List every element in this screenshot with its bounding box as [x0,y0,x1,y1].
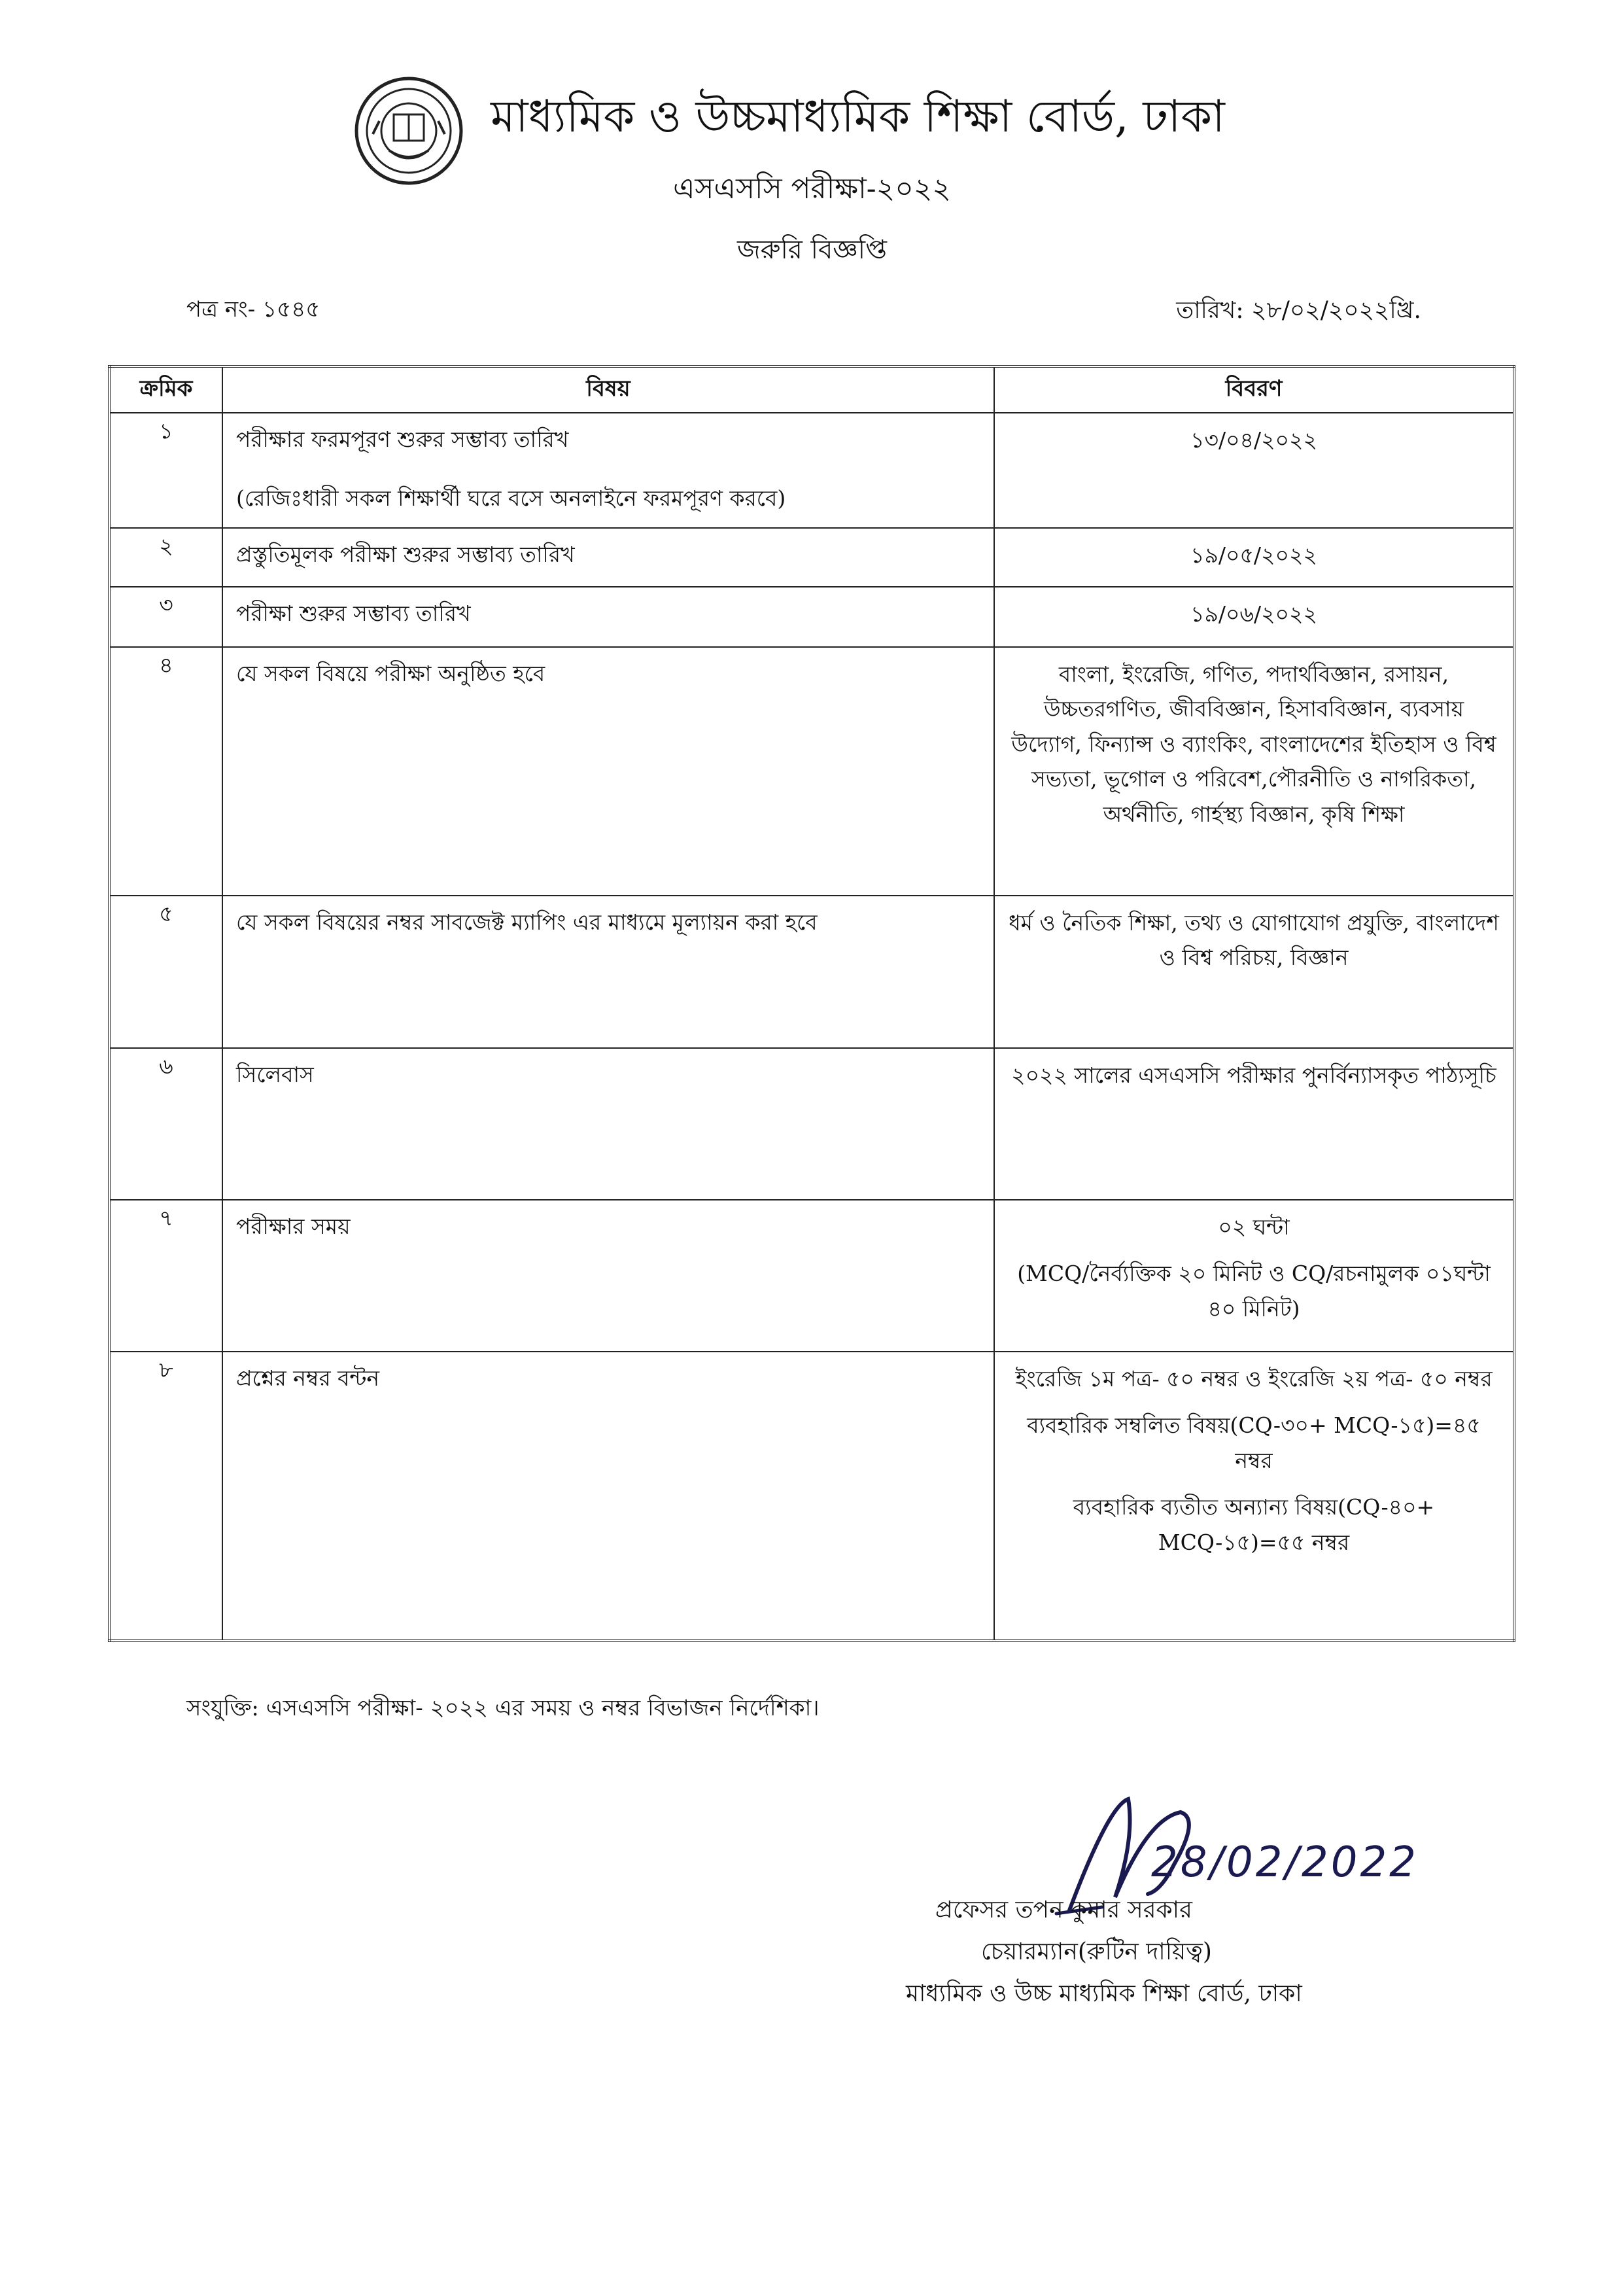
row-subject-line: সিলেবাস [236,1062,314,1087]
row-details-line: ইংরেজি ১ম পত্র- ৫০ নম্বর ও ইংরেজি ২য় পত্র- ৫০ নম্বর [1015,1366,1493,1392]
row-subject [222,1048,994,1200]
row-details-line: ধর্ম ও নৈতিক শিক্ষা, তথ্য ও যোগাযোগ প্রযুক্তি, বাংলাদেশ ও বিশ্ব পরিচয়, বিজ্ঞান [1009,910,1499,971]
row-details [994,896,1514,1048]
row-subject-line: যে সকল বিষয়ে পরীক্ষা অনুষ্ঠিত হবে [236,661,545,686]
row-details [994,1200,1514,1352]
row-details-line: ব্যবহারিক ব্যতীত অন্যান্য বিষয়(CQ-৪০+ MCQ-১৫)=৫৫ নম্বর [1073,1494,1435,1555]
row-serial: ৩ [109,587,222,647]
row-subject [222,647,994,896]
row-details [994,647,1514,896]
board-title: মাধ্যমিক ও উচ্চমাধ্যমিক শিক্ষা বোর্ড, ঢাকা [491,91,1225,143]
row-serial: ৭ [109,1200,222,1352]
row-details [994,1048,1514,1200]
signatory-office: মাধ্যমিক ও উচ্চ মাধ্যমিক শিক্ষা বোর্ড, ঢাকা [906,1980,1302,2008]
row-serial: ৮ [109,1352,222,1641]
table-row [109,1200,1514,1352]
table-row [109,413,1514,528]
row-subject-line: যে সকল বিষয়ের নম্বর সাবজেক্ট ম্যাপিং এর মাধ্যমে মূল্যায়ন করা হবে [236,909,818,935]
row-details [994,1352,1514,1641]
row-details-line: (MCQ/নৈর্ব্যক্তিক ২০ মিনিট ও CQ/রচনামুলক ০১ঘন্টা ৪০ মিনিট) [1017,1261,1491,1322]
row-details-line: ব্যবহারিক সম্বলিত বিষয়(CQ-৩০+ MCQ-১৫)=৪৫ নম্বর [1027,1412,1481,1473]
row-serial: ১ [109,413,222,528]
table-row [109,1352,1514,1641]
row-subject-line: পরীক্ষার ফরমপূরণ শুরুর সম্ভাব্য তারিখ [236,427,569,452]
row-subject-line: পরীক্ষার সময় [236,1214,351,1239]
notice-title: জরুরি বিজ্ঞপ্তি [737,235,887,265]
row-subject [222,587,994,647]
signatory-designation: চেয়ারম্যান(রুটিন দায়িত্ব) [981,1938,1212,1966]
table-row [109,1048,1514,1200]
exam-title: এসএসসি পরীক্ষা-২০২২ [672,172,952,205]
row-subject [222,1200,994,1352]
notice-table [108,365,1515,1642]
attachment-note: সংযুক্তি: এসএসসি পরীক্ষা- ২০২২ এর সময় ও নম্বর বিভাজন নির্দেশিকা। [186,1695,820,1721]
table-row [109,528,1514,587]
row-details [994,413,1514,528]
row-details-line: ১৯/০৫/২০২২ [1190,542,1317,568]
issue-date: তারিখ: ২৮/০২/২০২২খ্রি. [1176,297,1421,324]
header-serial: ক্রমিক [109,366,222,413]
table-row [109,896,1514,1048]
header-subject: বিষয় [222,366,994,413]
row-details-line: বাংলা, ইংরেজি, গণিত, পদার্থবিজ্ঞান, রসায়ন, উচ্চতরগণিত, জীববিজ্ঞান, হিসাববিজ্ঞান, ব্যবসায় উদ্যোগ, ফিন্যান্স ও ব্যাংকিং, বাংলাদেশের ইতিহাস ও বিশ্ব সভ্যতা, ভূগোল ও পরিবেশ,পৌরনীতি ও নাগরিকতা, অর্থনীতি, গার্হস্থ্য বিজ্ঞান, কৃষি শিক্ষা [1011,661,1496,827]
row-subject-line: (রেজিঃধারী সকল শিক্ষার্থী ঘরে বসে অনলাইনে ফরমপূরণ করবে) [236,485,786,511]
row-subject [222,528,994,587]
signatory-block [824,1889,1478,2015]
table-row [109,647,1514,896]
row-serial: ৫ [109,896,222,1048]
row-subject [222,413,994,528]
header-details: বিবরণ [994,366,1514,413]
row-serial: ২ [109,528,222,587]
row-subject [222,1352,994,1641]
signatory-name: প্রফেসর তপন কুমার সরকার [935,1897,1192,1923]
row-subject-line: পরীক্ষা শুরুর সম্ভাব্য তারিখ [236,601,471,626]
memo-number: পত্র নং- ১৫৪৫ [186,296,320,323]
row-details-line: ১৯/০৬/২০২২ [1190,601,1317,627]
row-serial: ৪ [109,647,222,896]
row-subject-line: প্রস্তুতিমূলক পরীক্ষা শুরুর সম্ভাব্য তারিখ [236,542,575,567]
row-subject [222,896,994,1048]
row-details-line: ১৩/০৪/২০২২ [1190,427,1317,453]
row-subject-line: প্রশ্নের নম্বর বন্টন [236,1365,380,1391]
row-details-line: ০২ ঘন্টা [1218,1214,1290,1240]
table-header-row [109,366,1514,413]
row-details-line: ২০২২ সালের এসএসসি পরীক্ষার পুনর্বিন্যাসকৃত পাঠ্যসূচি [1011,1062,1496,1088]
signature-handwritten-date: 28/02/2022 [1151,1838,1419,1887]
row-serial: ৬ [109,1048,222,1200]
row-details [994,587,1514,647]
row-details [994,528,1514,587]
table-row [109,587,1514,647]
